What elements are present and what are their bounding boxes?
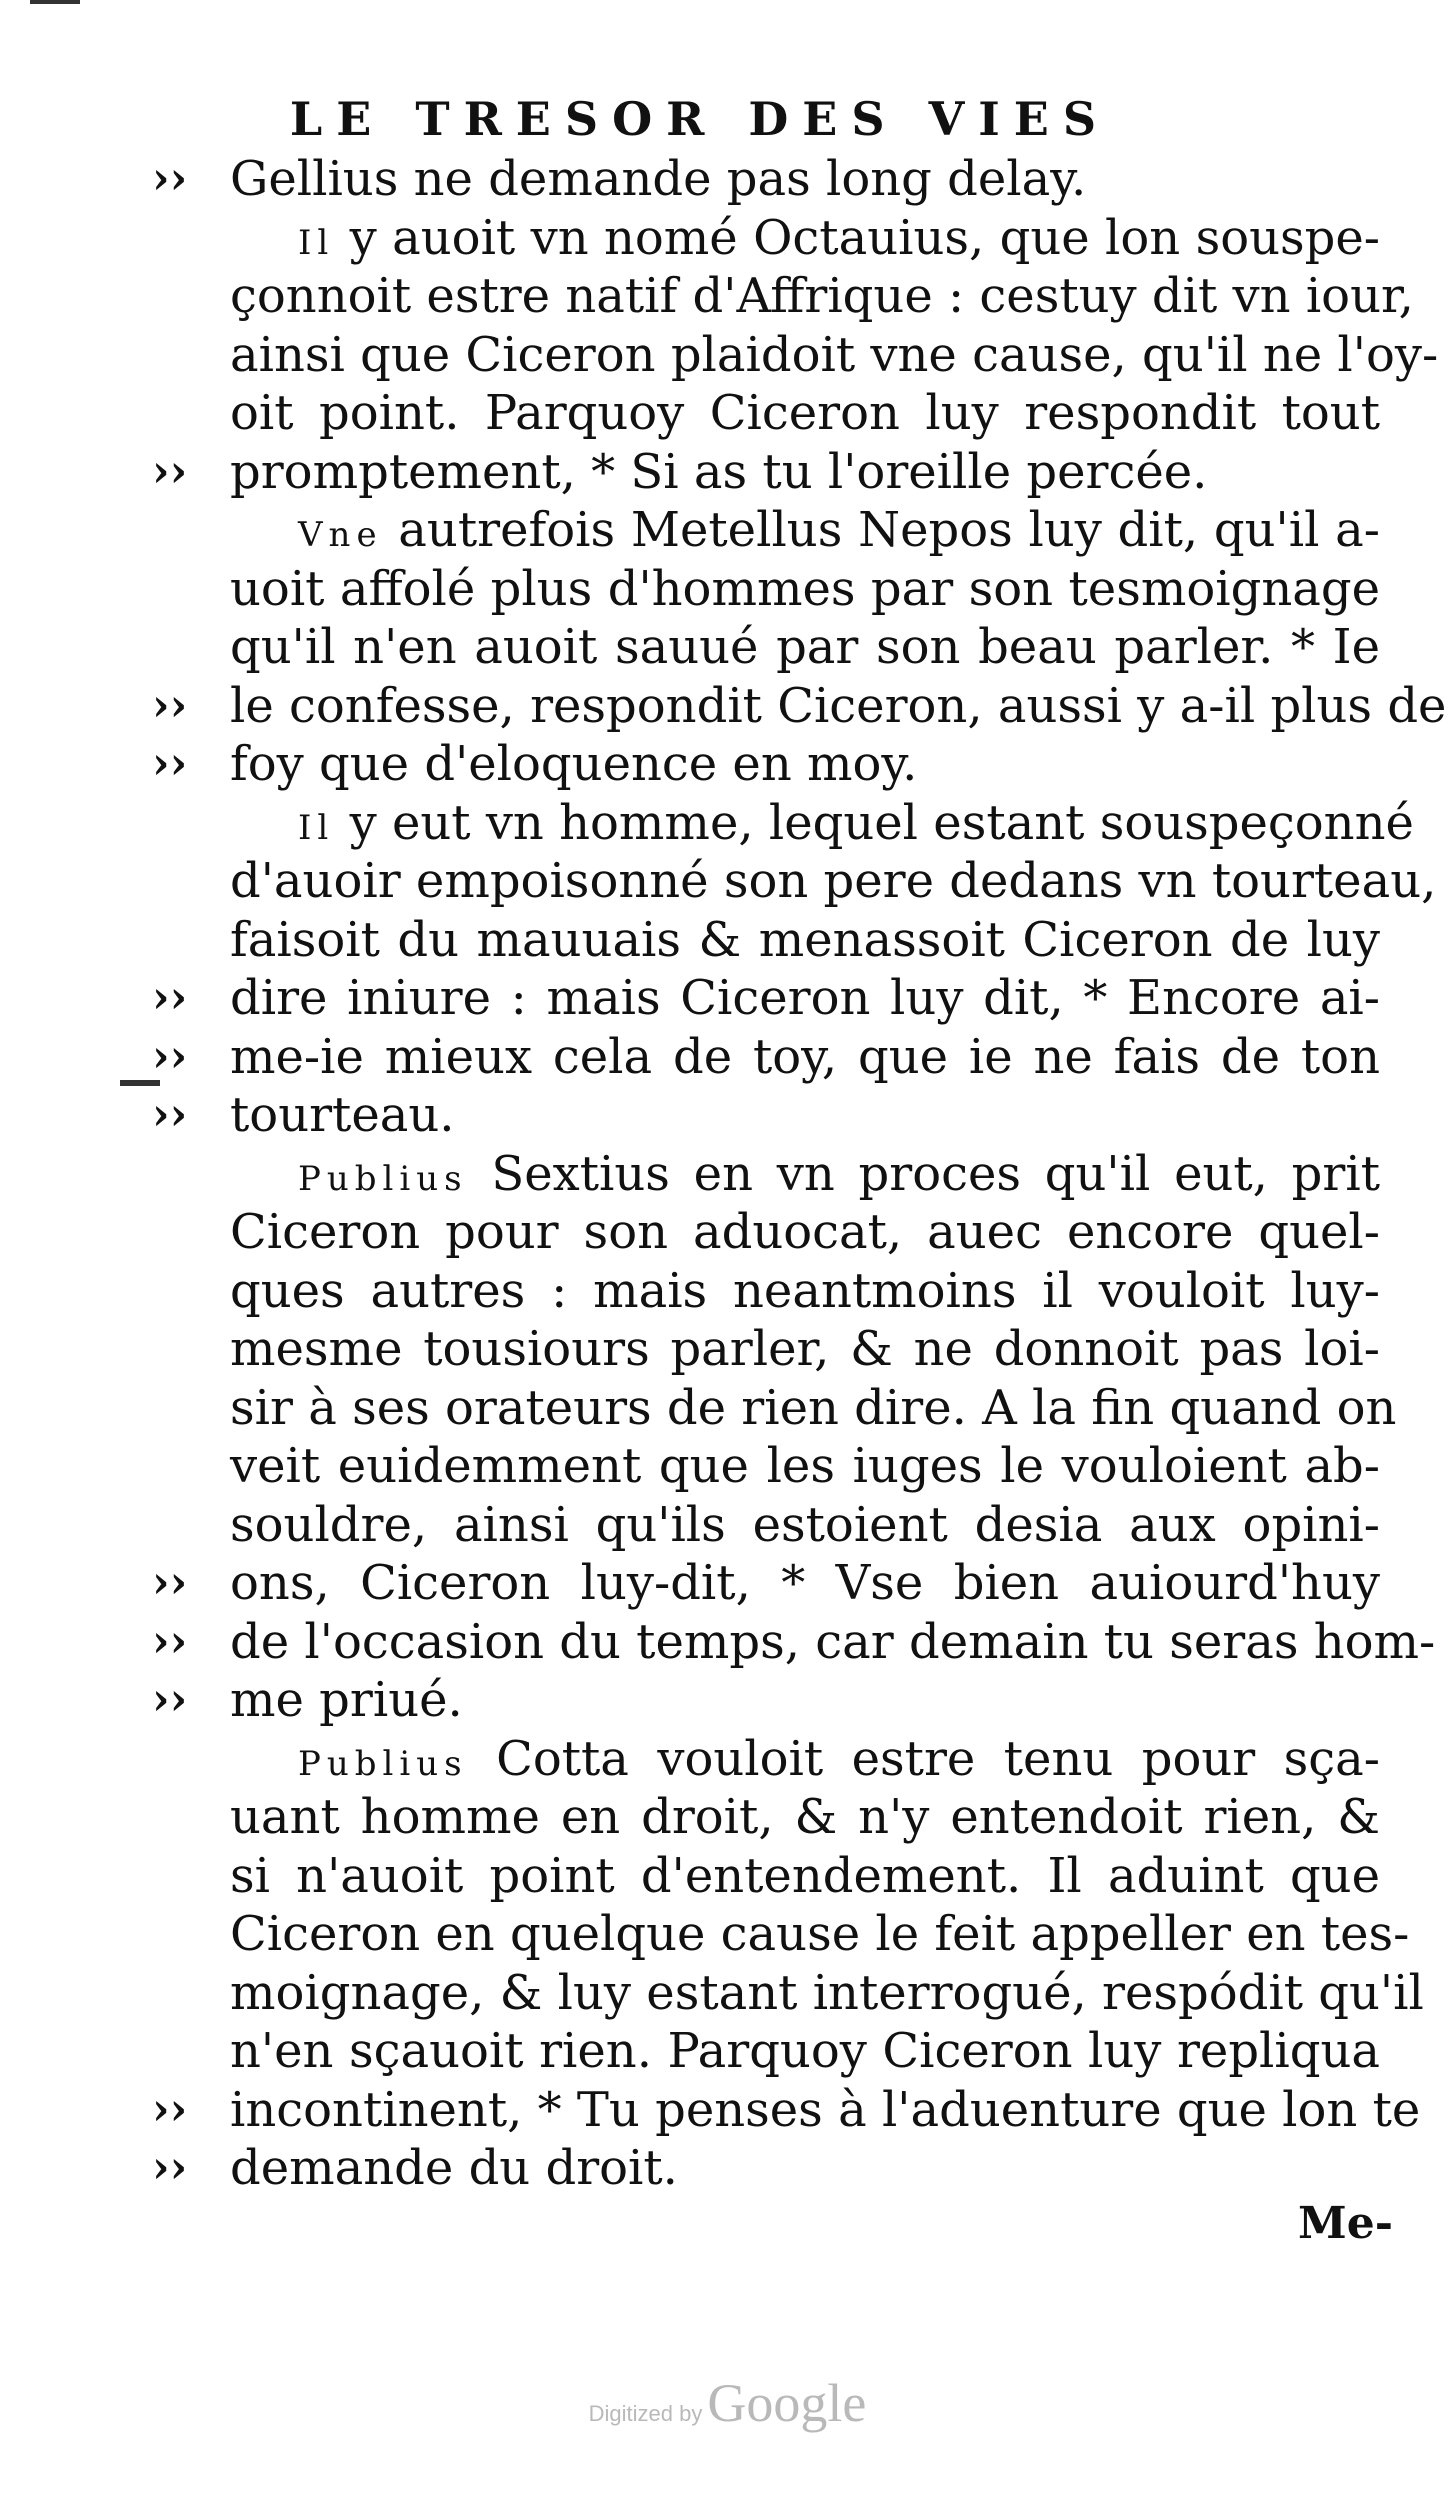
small-caps-lead: Il xyxy=(298,222,335,263)
quote-mark: ›› xyxy=(152,445,188,497)
line-text: le confesse, respondit Ciceron, aussi y a-il plus de xyxy=(230,677,1447,734)
quote-mark: ›› xyxy=(152,1089,188,1140)
line-text: Gellius ne demande pas long delay. xyxy=(230,151,1087,207)
line-text: dire iniure : mais Ciceron luy dit, * Encore ai- xyxy=(230,970,1380,1026)
line-text: n'en sçauoit rien. Parquoy Ciceron luy repliqua xyxy=(230,2023,1380,2079)
quote-mark: ›› xyxy=(152,738,188,789)
text-line xyxy=(230,267,1414,326)
text-line xyxy=(230,1437,1380,1496)
text-line xyxy=(152,735,1380,794)
text-line xyxy=(230,501,1380,560)
text-line xyxy=(230,384,1380,443)
line-text: faisoit du mauuais & menassoit Ciceron de luy xyxy=(230,911,1380,968)
text-line xyxy=(152,1554,1380,1613)
text-line xyxy=(230,1847,1380,1906)
quote-mark: ›› xyxy=(152,1674,188,1725)
line-text: veit euidemment que les iuges le vouloient ab- xyxy=(230,1438,1380,1494)
text-line xyxy=(230,1262,1380,1321)
line-text: d'auoir empoisonné son pere dedans vn tourteau, xyxy=(230,853,1437,909)
text-line xyxy=(230,1964,1424,2023)
line-text: me-ie mieux cela de toy, que ie ne fais de ton xyxy=(230,1028,1380,1085)
line-text: moignage, & luy estant interrogué, respódit qu'il xyxy=(230,1964,1424,2021)
text-line xyxy=(230,2022,1380,2081)
text-line xyxy=(152,150,1380,209)
line-text: mesme tousiours parler, & ne donnoit pas loi- xyxy=(230,1321,1380,1377)
quote-mark: ›› xyxy=(152,679,188,731)
line-text: incontinent, * Tu penses à l'aduenture que lon te xyxy=(230,2081,1421,2138)
line-text: Ciceron en quelque cause le feit appeller en tes- xyxy=(230,1906,1410,1962)
text-line xyxy=(152,443,1380,502)
line-text: uoit affolé plus d'hommes par son tesmoignage xyxy=(230,560,1380,617)
line-text: uant homme en droit, & n'y entendoit rien, & xyxy=(230,1789,1380,1845)
line-text: ainsi que Ciceron plaidoit vne cause, qu'il ne l'oy- xyxy=(230,326,1439,383)
line-text: Ciceron pour son aduocat, auec encore quel- xyxy=(230,1204,1380,1260)
quote-mark: ›› xyxy=(152,972,188,1023)
text-line xyxy=(152,677,1447,736)
quote-mark: ›› xyxy=(152,1615,188,1667)
text-line xyxy=(230,1496,1380,1555)
line-text: foy que d'eloquence en moy. xyxy=(230,736,918,792)
quote-mark: ›› xyxy=(152,153,188,204)
line-text: promptement, * Si as tu l'oreille percée. xyxy=(230,443,1208,500)
digitization-watermark xyxy=(0,2372,1455,2434)
text-line xyxy=(152,969,1380,1028)
quote-mark: ›› xyxy=(152,1557,188,1608)
text-line xyxy=(230,560,1380,619)
quote-mark: ›› xyxy=(152,2142,188,2193)
text-line xyxy=(230,1379,1397,1438)
text-line xyxy=(230,326,1439,385)
line-text: demande du droit. xyxy=(230,2140,678,2196)
line-text: sir à ses orateurs de rien dire. A la fin quand on xyxy=(230,1379,1397,1436)
line-text: oit point. Parquoy Ciceron luy respondit tout xyxy=(230,385,1380,441)
small-caps-lead: Il xyxy=(298,807,335,848)
small-caps-lead: Publius xyxy=(298,1743,468,1784)
text-line xyxy=(230,1730,1380,1789)
line-text: ques autres : mais neantmoins il vouloit luy- xyxy=(230,1262,1380,1319)
watermark-digitized-by: Digitized by xyxy=(588,2401,703,2426)
small-caps-lead: Vne xyxy=(298,515,383,555)
line-text: souldre, ainsi qu'ils estoient desia aux opini- xyxy=(230,1496,1380,1553)
quote-mark: ›› xyxy=(152,2083,188,2135)
text-line xyxy=(152,1613,1436,1672)
text-line xyxy=(230,1203,1380,1262)
running-head: LE TRESOR DES VIES xyxy=(289,92,1111,146)
text-line xyxy=(152,1028,1380,1087)
line-text: y auoit vn nomé Octauius, que lon souspe- xyxy=(334,209,1380,266)
text-line xyxy=(230,852,1437,911)
text-line xyxy=(230,911,1380,970)
line-text: çonnoit estre natif d'Affrique : cestuy dit vn iour, xyxy=(230,268,1414,324)
line-text: ons, Ciceron luy-dit, * Vse bien auiourd'huy xyxy=(230,1555,1380,1611)
small-caps-lead: Publius xyxy=(298,1158,468,1199)
line-text: si n'auoit point d'entendement. Il aduint que xyxy=(230,1847,1380,1904)
text-line xyxy=(230,1320,1380,1379)
line-text: de l'occasion du temps, car demain tu seras hom- xyxy=(230,1613,1436,1670)
line-text: me priué. xyxy=(230,1672,463,1728)
quote-mark: ›› xyxy=(152,1030,188,1082)
line-text: y eut vn homme, lequel estant souspeçonné xyxy=(334,794,1414,851)
text-line xyxy=(230,1788,1380,1847)
line-text: Cotta vouloit estre tenu pour sça- xyxy=(467,1730,1380,1787)
line-text: qu'il n'en auoit sauué par son beau parler. * Ie xyxy=(230,619,1380,675)
watermark-brand: Google xyxy=(707,2373,867,2433)
text-line xyxy=(230,794,1414,853)
line-text: tourteau. xyxy=(230,1087,455,1143)
text-line xyxy=(230,618,1380,677)
text-line xyxy=(152,1671,1380,1730)
line-text: Sextius en vn proces qu'il eut, prit xyxy=(467,1145,1380,1202)
text-line xyxy=(230,1905,1410,1964)
margin-rule xyxy=(30,0,80,4)
text-line xyxy=(230,209,1380,268)
text-line xyxy=(152,2081,1421,2140)
text-line xyxy=(230,1145,1380,1204)
text-line xyxy=(152,1086,1380,1145)
text-line xyxy=(152,2139,1380,2198)
body-text xyxy=(152,150,1447,2198)
catchword: Me- xyxy=(1298,2198,1393,2249)
line-text: autrefois Metellus Nepos luy dit, qu'il a- xyxy=(382,502,1380,558)
